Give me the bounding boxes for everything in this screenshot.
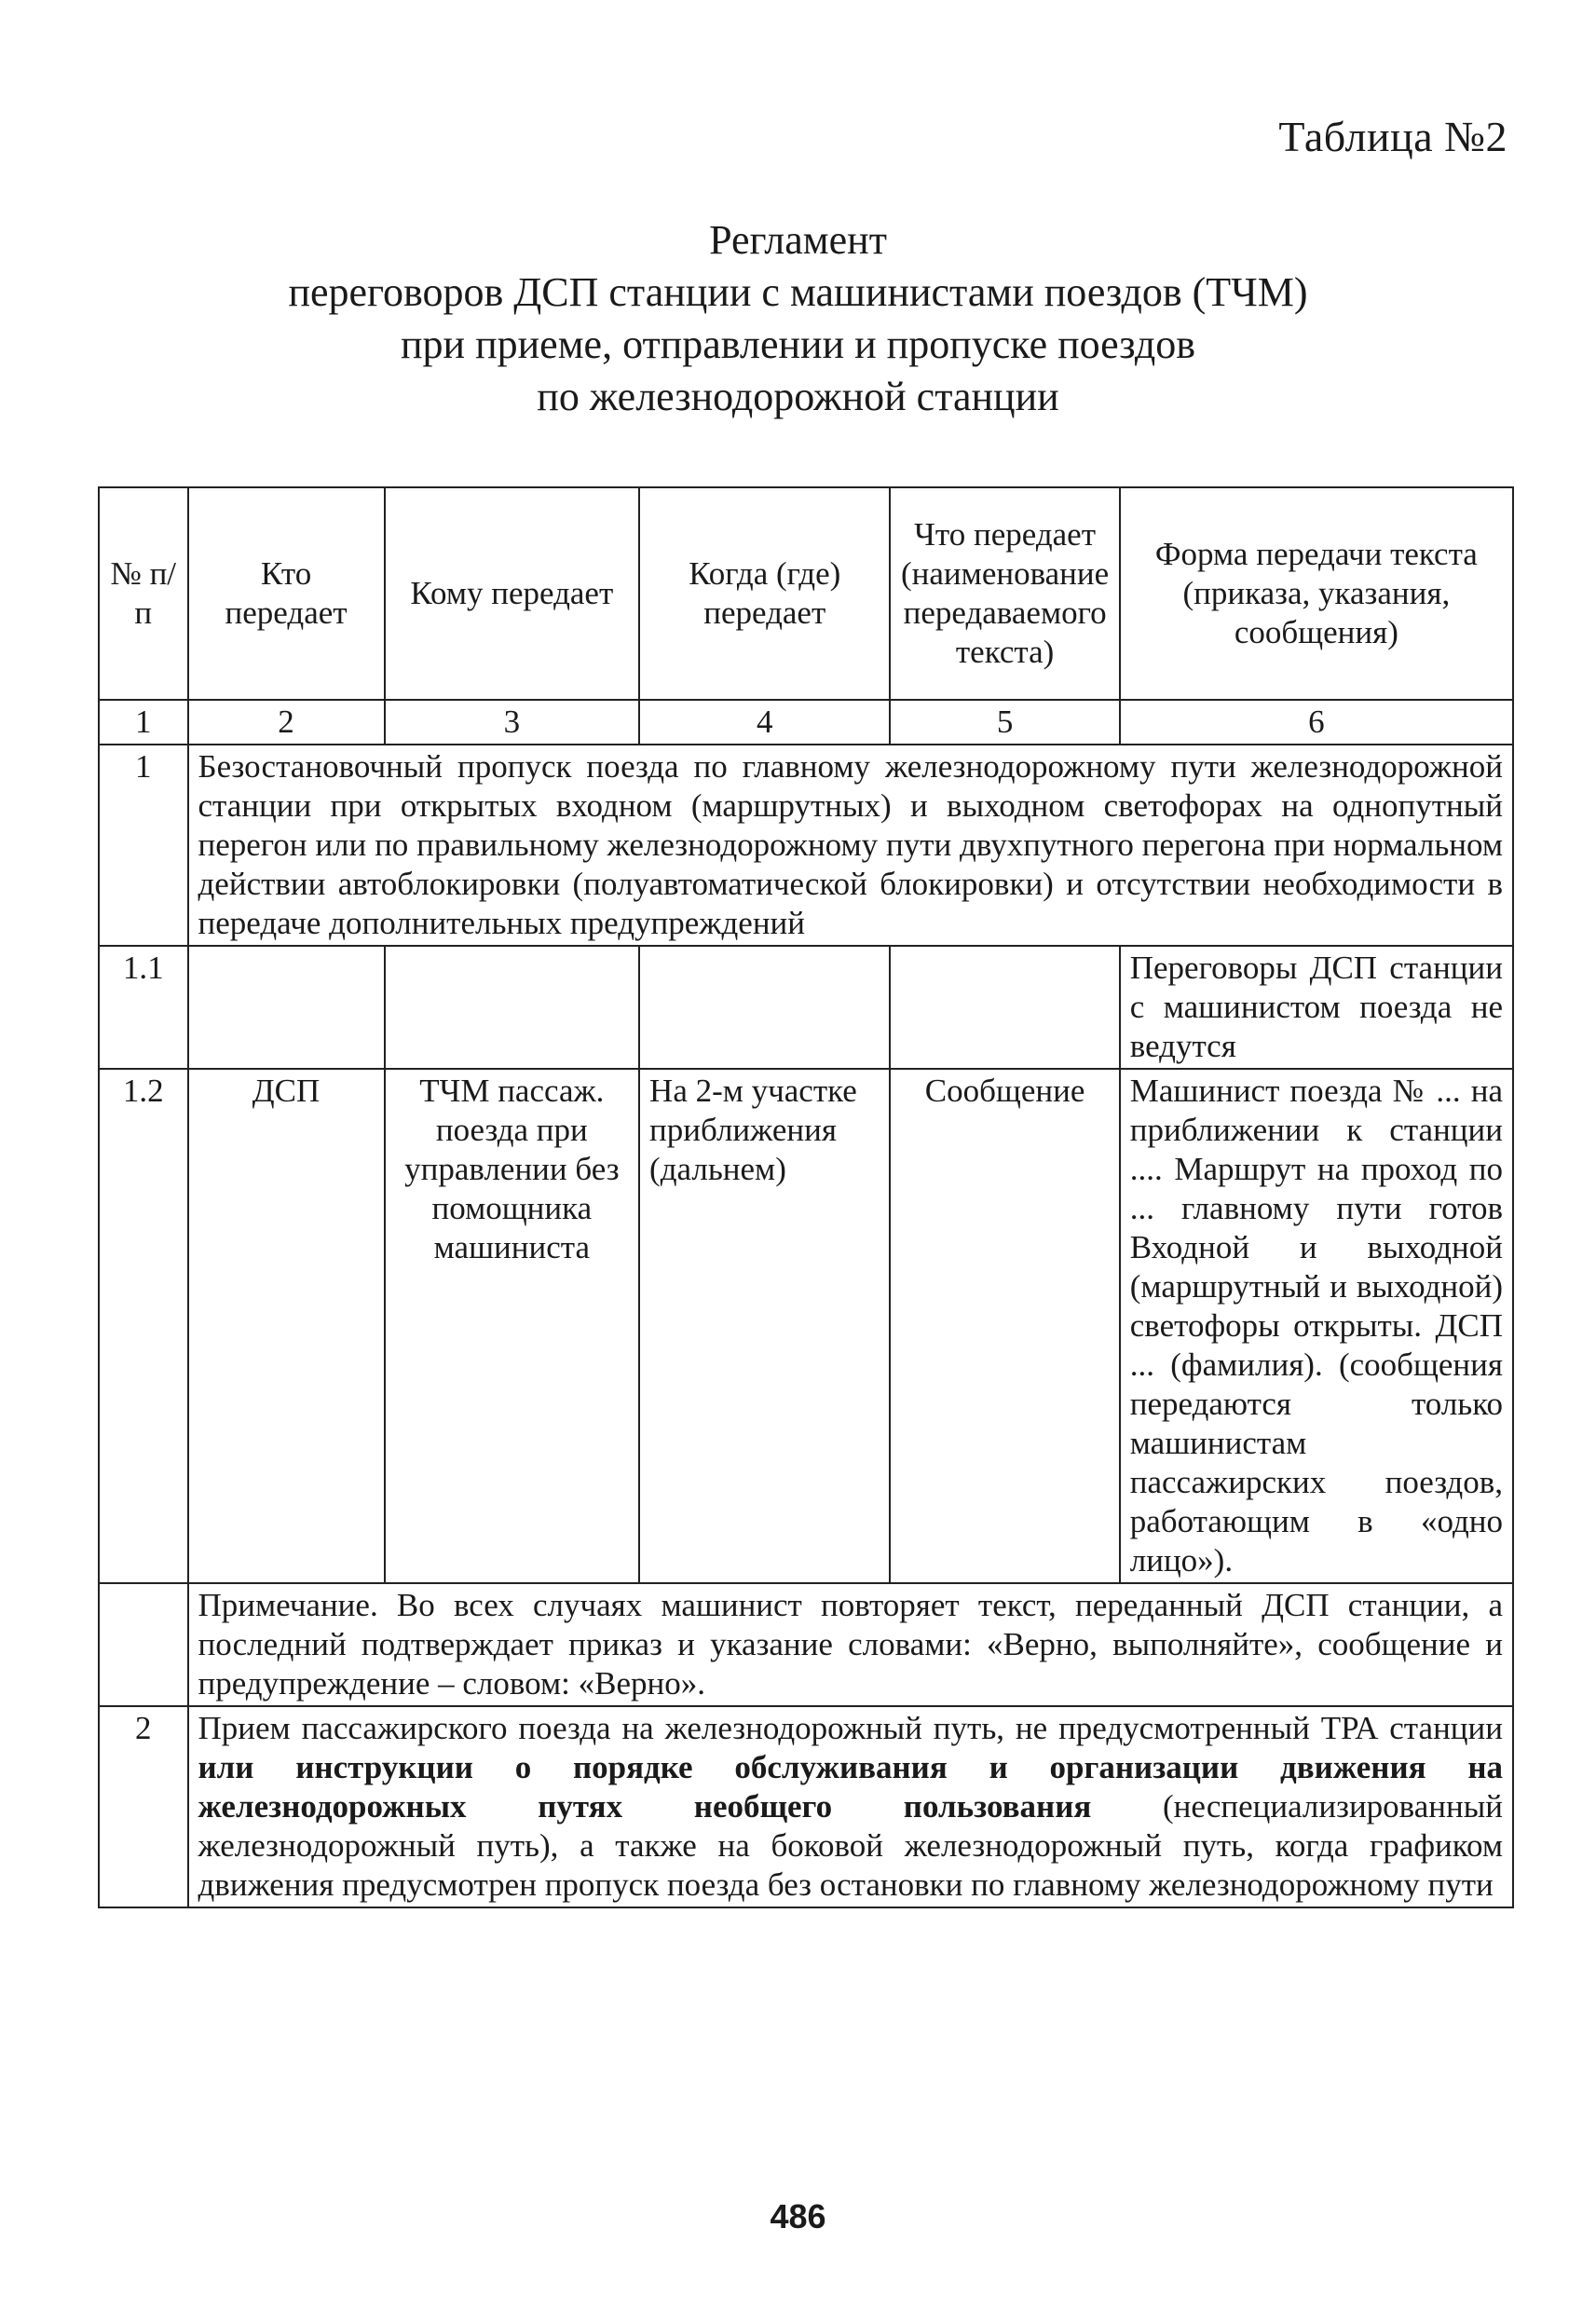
table-label: Таблица №2 bbox=[1278, 113, 1507, 160]
cell-who bbox=[188, 946, 385, 1069]
column-number: 2 bbox=[188, 700, 385, 745]
header-form: Форма передачи текста (приказа, указания, сообщения) bbox=[1120, 487, 1513, 700]
row-number: 1.1 bbox=[99, 946, 188, 1069]
row-number bbox=[99, 1583, 188, 1706]
header-who: Кто передает bbox=[188, 487, 385, 700]
row-number: 1 bbox=[99, 745, 188, 946]
section-description: Безостановочный пропуск поезда по главному железнодорожному пути железнодорожной станции при открытых входном (маршрутных) и выходном светофорах на однопутный перегон или по правильному железнодорожному пути двухпутного перегона при нормальном действии автоблокировки (полуавтоматической блокировки) и отсутствии необходимости в передаче дополнительных предупреждений bbox=[188, 745, 1514, 946]
header-to-whom: Кому передает bbox=[385, 487, 639, 700]
page-number: 486 bbox=[770, 2197, 826, 2235]
description-part: Прием пассажирского поезда на железнодорожный путь, не предусмотренный ТРА станции bbox=[198, 1710, 1503, 1746]
column-number: 6 bbox=[1120, 700, 1513, 745]
title-line-4: по железнодорожной станции bbox=[537, 374, 1059, 419]
header-when: Когда (где) передает bbox=[639, 487, 890, 700]
description-part: (неспециализированный железнодорожный путь), а также на боковой железнодорожный путь, когда графиком движения предусмотрен пропуск поезда без остановки по главному железнодорожному пути bbox=[198, 1788, 1503, 1903]
table-row bbox=[99, 1706, 1513, 1907]
table-row bbox=[99, 1583, 1513, 1706]
cell-when bbox=[639, 946, 890, 1069]
column-number: 3 bbox=[385, 700, 639, 745]
note-text: Примечание. Во всех случаях машинист повторяет текст, переданный ДСП станции, а последний подтверждает приказ и указание словами: «Верно, выполняйте», сообщение и предупреждение – словом: «Верно». bbox=[188, 1583, 1514, 1706]
header-number: № п/п bbox=[99, 487, 188, 700]
column-number: 5 bbox=[890, 700, 1119, 745]
title-line-3: при приеме, отправлении и пропуске поездов bbox=[400, 321, 1195, 367]
cell-what bbox=[890, 946, 1119, 1069]
row-number: 2 bbox=[99, 1706, 188, 1907]
document-title bbox=[0, 214, 1596, 423]
table-row bbox=[99, 745, 1513, 946]
section-description bbox=[188, 1706, 1514, 1907]
cell-what: Сообщение bbox=[890, 1069, 1119, 1583]
header-what: Что передает (наименование передаваемого текста) bbox=[890, 487, 1119, 700]
column-number-row bbox=[99, 700, 1513, 745]
cell-who: ДСП bbox=[188, 1069, 385, 1583]
column-number: 4 bbox=[639, 700, 890, 745]
cell-when: На 2-м участке приближения (дальнем) bbox=[639, 1069, 890, 1583]
regulation-table bbox=[98, 486, 1514, 1908]
cell-form: Машинист поезда № ... на приближении к станции .... Маршрут на проход по ... главному пути готов Входной и выходной (маршрутный и выходной) светофоры открыты. ДСП ... (фамилия). (сообщения передаются только машинистам пассажирских поездов, работающим в «одно лицо»). bbox=[1120, 1069, 1513, 1583]
title-line-1: Регламент bbox=[709, 217, 887, 263]
column-number: 1 bbox=[99, 700, 188, 745]
title-line-2: переговоров ДСП станции с машинистами поездов (ТЧМ) bbox=[288, 269, 1308, 315]
header-row bbox=[99, 487, 1513, 700]
description-bold-part: или инструкции о порядке обслуживания и организации движения на железнодорожных путях необщего пользования bbox=[198, 1749, 1503, 1825]
table-row bbox=[99, 1069, 1513, 1583]
table-row bbox=[99, 946, 1513, 1069]
row-number: 1.2 bbox=[99, 1069, 188, 1583]
cell-to-whom bbox=[385, 946, 639, 1069]
cell-form: Переговоры ДСП станции с машинистом поезда не ведутся bbox=[1120, 946, 1513, 1069]
cell-to-whom: ТЧМ пассаж. поезда при управлении без помощника машиниста bbox=[385, 1069, 639, 1583]
